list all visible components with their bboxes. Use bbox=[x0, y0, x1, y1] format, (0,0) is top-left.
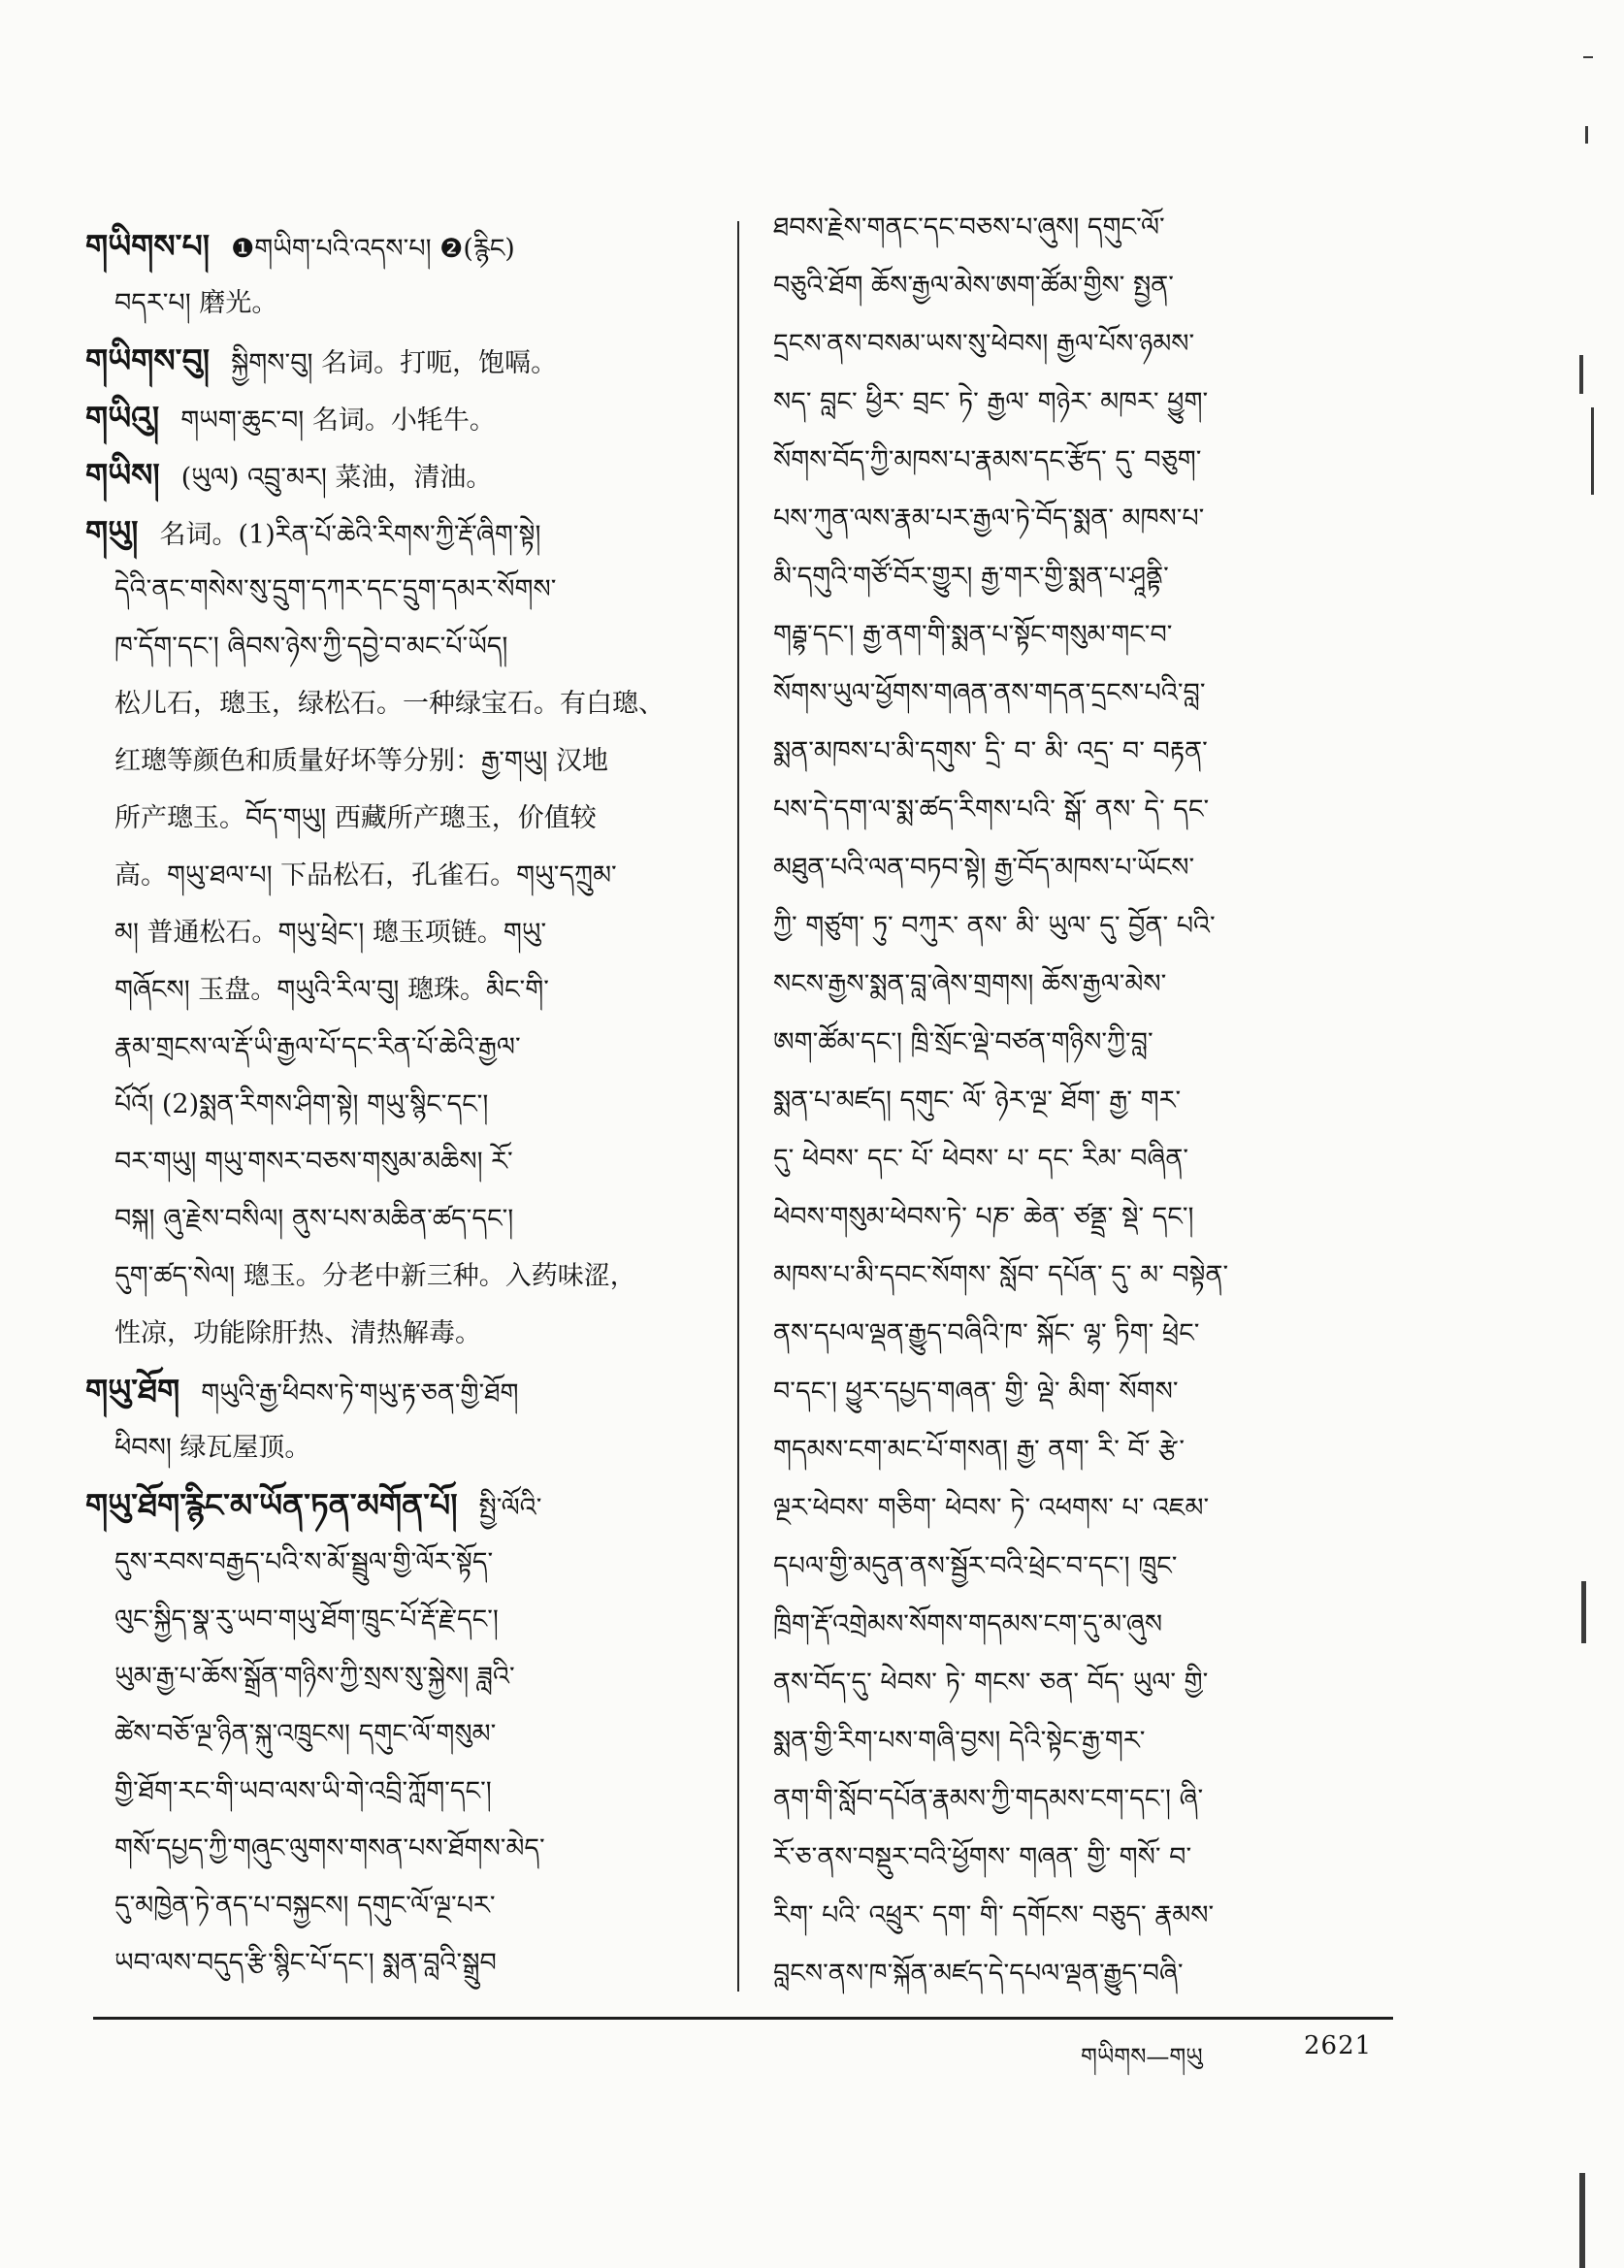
entry-text: སྤྱི་ལོའི་ bbox=[478, 1493, 542, 1523]
entry-line bbox=[85, 1705, 728, 1763]
dictionary-entry bbox=[85, 503, 728, 1362]
body-line: དྲངས་ནས་བསམ་ཡས་སུ་ཕེབས། རྒྱལ་པོས་ཉམས་ bbox=[773, 329, 1195, 359]
dictionary-entry bbox=[85, 1476, 728, 1992]
entry-text: ཚེས་བཅོ་ལྔ་ཉིན་སྐུ་འཁྲུངས། དགུང་ལོ་གསུམ་ bbox=[114, 1719, 497, 1749]
entry-line bbox=[85, 1877, 728, 1934]
body-line: མཁས་པ་མི་དབང་སོགས་ སློབ་ དཔོན་ དུ་ མ་ བསྟེན་ bbox=[773, 1260, 1229, 1290]
entry-text: 红璁等颜色和质量好坏等分别：རྒྱ་གཡུ། 汉地 bbox=[114, 746, 609, 776]
entry-headword: གཡུ། bbox=[85, 513, 139, 551]
entry-line bbox=[85, 904, 728, 961]
entry-line bbox=[85, 732, 728, 790]
entry-text: 性凉，功能除肝热、清热解毒。 bbox=[114, 1318, 481, 1348]
body-line: བ་དང་། ཕྱུར་དཔྱད་གཞན་ གྱི་ ལྡེ་ མིག་ སོགས་ bbox=[773, 1377, 1179, 1407]
body-line: ཀྱི་ གཙུག་ ཏུ་ བཀུར་ ནས་ མི་ ཡུལ་ དུ་ བྱོན་ པའི་ bbox=[773, 911, 1216, 941]
entry-text: དེའི་ནང་གསེས་སུ་དྲུག་དཀར་དང་དྲུག་དམར་སོགས་ bbox=[114, 574, 557, 604]
body-line: སྨན་པ་མཛད། དགུང་ ལོ་ ཉེར་ལྔ་ ཐོག་ རྒྱ་ གར་ bbox=[773, 1085, 1182, 1116]
entry-text: བདར་པ། 磨光。 bbox=[114, 288, 278, 318]
body-line: དུ་ ཕེབས་ དང་ པོ་ ཕེབས་ པ་ དང་ རིམ་ བཞིན་ bbox=[773, 1144, 1189, 1174]
scan-artifact bbox=[1581, 1581, 1586, 1643]
body-line: གརྦྷ་དང་། རྒྱ་ནག་གི་སྨན་པ་སྟོང་གསུམ་གང་བ་ bbox=[773, 620, 1173, 650]
body-line: སོགས་ཡུལ་ཕྱོགས་གཞན་ནས་གདན་དྲངས་པའི་བླ་ bbox=[773, 678, 1206, 708]
page-number: 2621 bbox=[1304, 2031, 1373, 2060]
entry-text: གྱི་ཐོག་རང་གི་ཡབ་ལས་ཡི་གེ་འབྲི་ཀློག་དང་། bbox=[114, 1776, 492, 1806]
body-line: གདམས་ངག་མང་པོ་གསན། རྒྱ་ ནག་ རི་ བོ་ རྩེ་ bbox=[773, 1435, 1186, 1465]
right-column bbox=[773, 199, 1474, 2003]
entry-text: 所产璁玉。བོད་གཡུ། 西藏所产璁玉，价值较 bbox=[114, 803, 597, 833]
entry-line bbox=[85, 1763, 728, 1820]
entry-line bbox=[85, 1591, 728, 1648]
entry-line bbox=[85, 961, 728, 1019]
entry-headword: གཡིགས་བུ། bbox=[85, 341, 211, 379]
entry-text: དུ་མཁྱེན་ཏེ་ནད་པ་བསྐྱངས། དགུང་ལོ་ལྔ་པར་ bbox=[114, 1891, 496, 1921]
dictionary-entry bbox=[85, 217, 728, 332]
entry-line bbox=[85, 561, 728, 618]
body-line: སྨན་གྱི་རིག་པས་གཞི་བྱས། དེའི་སྟེང་རྒྱ་གར་ bbox=[773, 1726, 1146, 1756]
dictionary-entry bbox=[85, 389, 728, 446]
entry-line bbox=[85, 1076, 728, 1133]
running-head: གཡིགས—གཡུ bbox=[1081, 2043, 1203, 2070]
column-divider bbox=[737, 221, 739, 1992]
entry-line bbox=[85, 1190, 728, 1247]
entry-text: དུས་རབས་བརྒྱད་པའི་ས་མོ་སྦྲུལ་གྱི་ལོར་སྟོད་ bbox=[114, 1547, 494, 1577]
body-line: རོ་ཅ་ནས་བསྡུར་བའི་ཕྱོགས་ གཞན་ གྱི་ གསོ་ བ་ bbox=[773, 1842, 1192, 1872]
body-line: ཁྲིག་རྡོ་འགྲེམས་སོགས་གདམས་ངག་དུ་མ་ཞུས bbox=[773, 1609, 1163, 1639]
body-line: སངས་རྒྱས་སྨན་བླ་ཞེས་གྲགས། ཆོས་རྒྱལ་མེས་ bbox=[773, 969, 1167, 999]
entry-line bbox=[85, 1133, 728, 1190]
entry-text: ལུང་སྐྱིད་སྣ་རུ་ཡབ་གཡུ་ཐོག་ཁྲུང་པོ་རྡོ་རྗེ་དང་། bbox=[114, 1604, 499, 1635]
entry-line bbox=[85, 1019, 728, 1076]
entry-line bbox=[85, 675, 728, 732]
entry-text: གཡུའི་རྒྱ་ཕིབས་ཏེ་གཡུ་རྟ་ཅན་གྱི་ཐོག bbox=[201, 1378, 519, 1409]
body-line: དཔལ་གྱི་མདུན་ནས་སྦྱོར་བའི་ཕྲེང་བ་དང་། ཁྲུང་ bbox=[773, 1551, 1178, 1581]
body-line: བླངས་ནས་ཁ་སྐོན་མཛད་དེ་དཔལ་ལྡན་རྒྱུད་བཞི་ bbox=[773, 1959, 1184, 1989]
dictionary-entry bbox=[85, 446, 728, 503]
entry-text: གཡག་ཆུང་བ། 名词。小牦牛。 bbox=[180, 405, 496, 436]
entry-text: ཕིབས། 绿瓦屋顶。 bbox=[114, 1433, 311, 1463]
entry-text: 名词。(1)རིན་པོ་ཆེའི་རིགས་ཀྱི་རྡོ་ཞིག་སྟེ། bbox=[159, 520, 541, 550]
body-line: ཨག་ཚོམ་དང་། ཁྲི་སྲོང་ལྡེ་བཙན་གཉིས་ཀྱི་བླ་ bbox=[773, 1027, 1153, 1057]
body-line: རིག་ པའི་ འཕྲུར་ དག་ གི་ དགོངས་ བཅུད་ རྣམས་ bbox=[773, 1900, 1215, 1930]
entry-line bbox=[85, 1534, 728, 1591]
scan-artifact bbox=[1591, 407, 1594, 495]
entry-first-line bbox=[85, 1476, 728, 1534]
entry-line bbox=[85, 1305, 728, 1362]
left-column bbox=[85, 217, 728, 1992]
entry-headword: གཡུ་ཐོག་རྙིང་མ་ཡོན་ཏན་མགོན་པོ། bbox=[85, 1486, 458, 1524]
entry-text: རྣམ་གྲངས་ལ་རྡོ་ཡི་རྒྱལ་པོ་དང་རིན་པོ་ཆེའི་རྒྱལ་ bbox=[114, 1032, 521, 1062]
dictionary-entry bbox=[85, 1362, 728, 1476]
entry-text: ཁ་དོག་དང་། ཞིབས་ཉེས་ཀྱི་དབྱེ་བ་མང་པོ་ཡོད། bbox=[114, 632, 508, 662]
body-line: ལྔར་ཕེབས་ གཅིག་ ཕེབས་ ཏེ་ འཕགས་ པ་ འཇམ་ bbox=[773, 1493, 1210, 1523]
entry-headword: གཡུ་ཐོག bbox=[85, 1372, 180, 1409]
scan-artifact bbox=[1585, 126, 1588, 144]
entry-text: ཡུམ་རྒྱ་པ་ཆོས་སྒྲོན་གཉིས་ཀྱི་སྲས་སུ་སྐྱེས། ཟླའི་ bbox=[114, 1662, 515, 1692]
body-line: ཐབས་རྗེས་གནང་དང་བཅས་པ་ཞུས། དགུང་ལོ་ bbox=[773, 212, 1165, 243]
body-line: སད་ བླང་ ཕྱིར་ བྲང་ ཏེ་ རྒྱལ་ གཉེར་ མཁར་ ཕྱུག་ bbox=[773, 387, 1209, 417]
entry-line bbox=[85, 1419, 728, 1476]
body-line: ཕེབས་གསུམ་ཕེབས་ཏེ་ པཎ་ ཆེན་ ཙནྡྲ་ སྡེ་ དང་། bbox=[773, 1202, 1194, 1232]
entry-headword: གཡིས། bbox=[85, 456, 160, 494]
entry-text: 高。གཡུ་ཐལ་པ། 下品松石，孔雀石。གཡུ་དཀྲུམ་ bbox=[114, 860, 617, 891]
entry-line bbox=[85, 1934, 728, 1992]
entry-first-line bbox=[85, 217, 728, 275]
entry-line bbox=[85, 275, 728, 332]
body-line: བཅུའི་ཐོག ཆོས་རྒྱལ་མེས་ཨག་ཚོམ་གྱིས་ སྤྱན་ bbox=[773, 271, 1174, 301]
entry-text: པོའོ། (2)སྨན་རིགས་ཤིག་སྟེ། གཡུ་སྙིང་དང་། bbox=[114, 1089, 489, 1119]
body-line: ནས་དཔལ་ལྡན་རྒྱུད་བཞིའི་ཁ་ སྐོང་ ལྷ་ ཏིག་ ཕྲེང་ bbox=[773, 1318, 1200, 1348]
entry-first-line bbox=[85, 389, 728, 446]
entry-line bbox=[85, 1648, 728, 1705]
entry-text: ❶གཡིག་པའི་འདས་པ། ❷(རྙིང) bbox=[231, 234, 515, 264]
body-line: ནག་གི་སློབ་དཔོན་རྣམས་ཀྱི་གདམས་ངག་དང་། ཞི་ bbox=[773, 1784, 1204, 1814]
entry-line bbox=[85, 847, 728, 904]
body-line: པས་དེ་དག་ལ་སྨ་ཚད་རིགས་པའི་ སྒོ་ ནས་ དེ་ དང་ bbox=[773, 794, 1210, 825]
body-line: མི་དགུའི་གཙོ་བོར་གྱུར། རྒྱ་གར་གྱི་སྨན་པ་ཤཱནྟི་ bbox=[773, 562, 1169, 592]
entry-headword: གཡིགས་པ། bbox=[85, 227, 211, 265]
entry-first-line bbox=[85, 503, 728, 561]
body-line: མཐུན་པའི་ལན་བཏབ་སྟེ། རྒྱ་བོད་མཁས་པ་ཡོངས་ bbox=[773, 853, 1195, 883]
dictionary-entry bbox=[85, 332, 728, 389]
entry-line bbox=[85, 1247, 728, 1305]
body-line: སོགས་བོད་ཀྱི་མཁས་པ་རྣམས་དང་རྩོད་ དུ་ བཅུག་ bbox=[773, 445, 1202, 475]
entry-first-line bbox=[85, 446, 728, 503]
entry-line bbox=[85, 618, 728, 675]
entry-line bbox=[85, 1820, 728, 1877]
entry-text: མ། 普通松石。གཡུ་ཕྲེང་། 璁玉项链。གཡུ་ bbox=[114, 918, 547, 948]
entry-text: ཡབ་ལས་བདུད་རྩི་སྙིང་པོ་དང་། སྨན་བླའི་སྒྲུབ bbox=[114, 1948, 497, 1978]
entry-text: (ཡུལ) འབྲུ་མར། 菜油，清油。 bbox=[180, 463, 493, 493]
body-line: པས་ཀུན་ལས་རྣམ་པར་རྒྱལ་ཏེ་བོད་སྨན་ མཁས་པ་ bbox=[773, 503, 1205, 534]
entry-first-line bbox=[85, 1362, 728, 1419]
body-line: ནས་བོད་དུ་ ཕེབས་ ཏེ་ གངས་ ཅན་ བོད་ ཡུལ་ གྱི་ bbox=[773, 1668, 1209, 1698]
scan-artifact bbox=[1579, 355, 1583, 394]
entry-first-line bbox=[85, 332, 728, 389]
scan-artifact bbox=[1579, 2173, 1585, 2268]
entry-text: བསྐ། ཞུ་རྗེས་བསིལ། ནུས་པས་མཆིན་ཚད་དང་། bbox=[114, 1204, 514, 1234]
entry-text: དུག་ཚད་སེལ། 璁玉。分老中新三种。入药味涩， bbox=[114, 1261, 636, 1291]
body-line: སྨན་མཁས་པ་མི་དགུས་ དྲི་ བ་ མི་ འདྲ་ བ་ བརྟན་ bbox=[773, 736, 1208, 766]
entry-text: བར་གཡུ། གཡུ་གསར་བཅས་གསུམ་མཆིས། རོ་ bbox=[114, 1147, 513, 1177]
entry-text: གསོ་དཔྱད་ཀྱི་གཞུང་ལུགས་གསན་པས་ཐོགས་མེད་ bbox=[114, 1833, 545, 1863]
scan-artifact bbox=[1583, 56, 1593, 58]
footer-rule bbox=[93, 2017, 1393, 2020]
entry-line bbox=[85, 790, 728, 847]
entry-text: 松儿石，璁玉，绿松石。一种绿宝石。有白璁、 bbox=[114, 689, 665, 719]
entry-headword: གཡིའུ། bbox=[85, 399, 160, 437]
entry-text: གཞོངས། 玉盘。གཡུའི་རིལ་བུ། 璁珠。མིང་གི་ bbox=[114, 975, 549, 1005]
entry-text: སྐྱིགས་བུ། 名词。打呃，饱嗝。 bbox=[231, 348, 558, 378]
